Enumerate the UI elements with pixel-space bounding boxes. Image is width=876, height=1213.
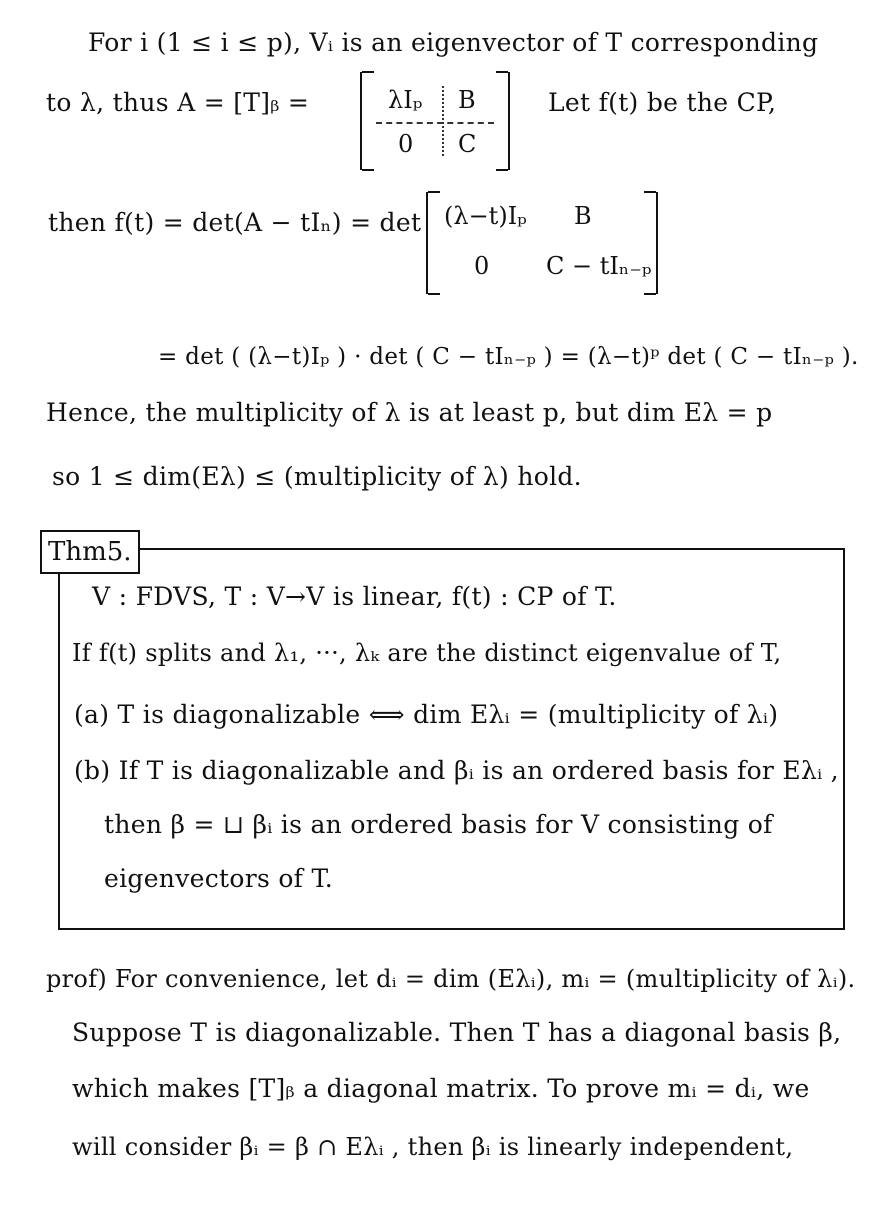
theorem-line: If f(t) splits and λ₁, ···, λₖ are the distinct eigenvalue of T, — [72, 639, 782, 667]
theorem-line: then β = ⊔ βᵢ is an ordered basis for V consisting of — [104, 810, 773, 839]
block-matrix — [426, 192, 658, 294]
proof-line: which makes [T]ᵦ a diagonal matrix. To prove mᵢ = dᵢ, we — [72, 1074, 810, 1103]
block-matrix — [360, 72, 510, 170]
matrix-cell: C − tIₙ₋ₚ — [546, 252, 652, 280]
matrix-cell: B — [574, 202, 592, 230]
matrix-cell: λIₚ — [388, 86, 423, 114]
matrix-divider — [376, 122, 494, 124]
text-line: Let f(t) be the CP, — [548, 88, 777, 117]
text-line: Hence, the multiplicity of λ is at least p, but dim Eλ = p — [46, 398, 773, 427]
matrix-cell: (λ−t)Iₚ — [444, 202, 527, 230]
theorem-line: (b) If T is diagonalizable and βᵢ is an ordered basis for Eλᵢ , — [74, 756, 839, 785]
matrix-cell: B — [458, 86, 476, 114]
theorem-line: eigenvectors of T. — [104, 864, 334, 893]
theorem-label: Thm5. — [40, 530, 140, 574]
theorem-line: V : FDVS, T : V→V is linear, f(t) : CP of T. — [92, 582, 617, 611]
proof-line: Suppose T is diagonalizable. Then T has a diagonal basis β, — [72, 1018, 842, 1047]
proof-line: will consider βᵢ = β ∩ Eλᵢ , then βᵢ is linearly independent, — [72, 1133, 794, 1161]
text-line: to λ, thus A = [T]ᵦ = — [46, 88, 310, 117]
text-line: then f(t) = det(A − tIₙ) = det — [48, 208, 422, 237]
matrix-cell: 0 — [398, 130, 414, 158]
text-line: so 1 ≤ dim(Eλ) ≤ (multiplicity of λ) hold. — [52, 462, 582, 491]
matrix-cell: 0 — [474, 252, 490, 280]
matrix-divider — [442, 86, 444, 156]
matrix-cell: C — [458, 130, 477, 158]
proof-line: prof) For convenience, let dᵢ = dim (Eλᵢ), mᵢ = (multiplicity of λᵢ). — [46, 965, 856, 993]
text-line: For i (1 ≤ i ≤ p), Vᵢ is an eigenvector of T corresponding — [88, 28, 819, 57]
text-line: = det ( (λ−t)Iₚ ) · det ( C − tIₙ₋ₚ ) = (λ−t)ᵖ det ( C − tIₙ₋ₚ ). — [158, 344, 859, 370]
theorem-line: (a) T is diagonalizable ⟺ dim Eλᵢ = (multiplicity of λᵢ) — [74, 700, 779, 729]
